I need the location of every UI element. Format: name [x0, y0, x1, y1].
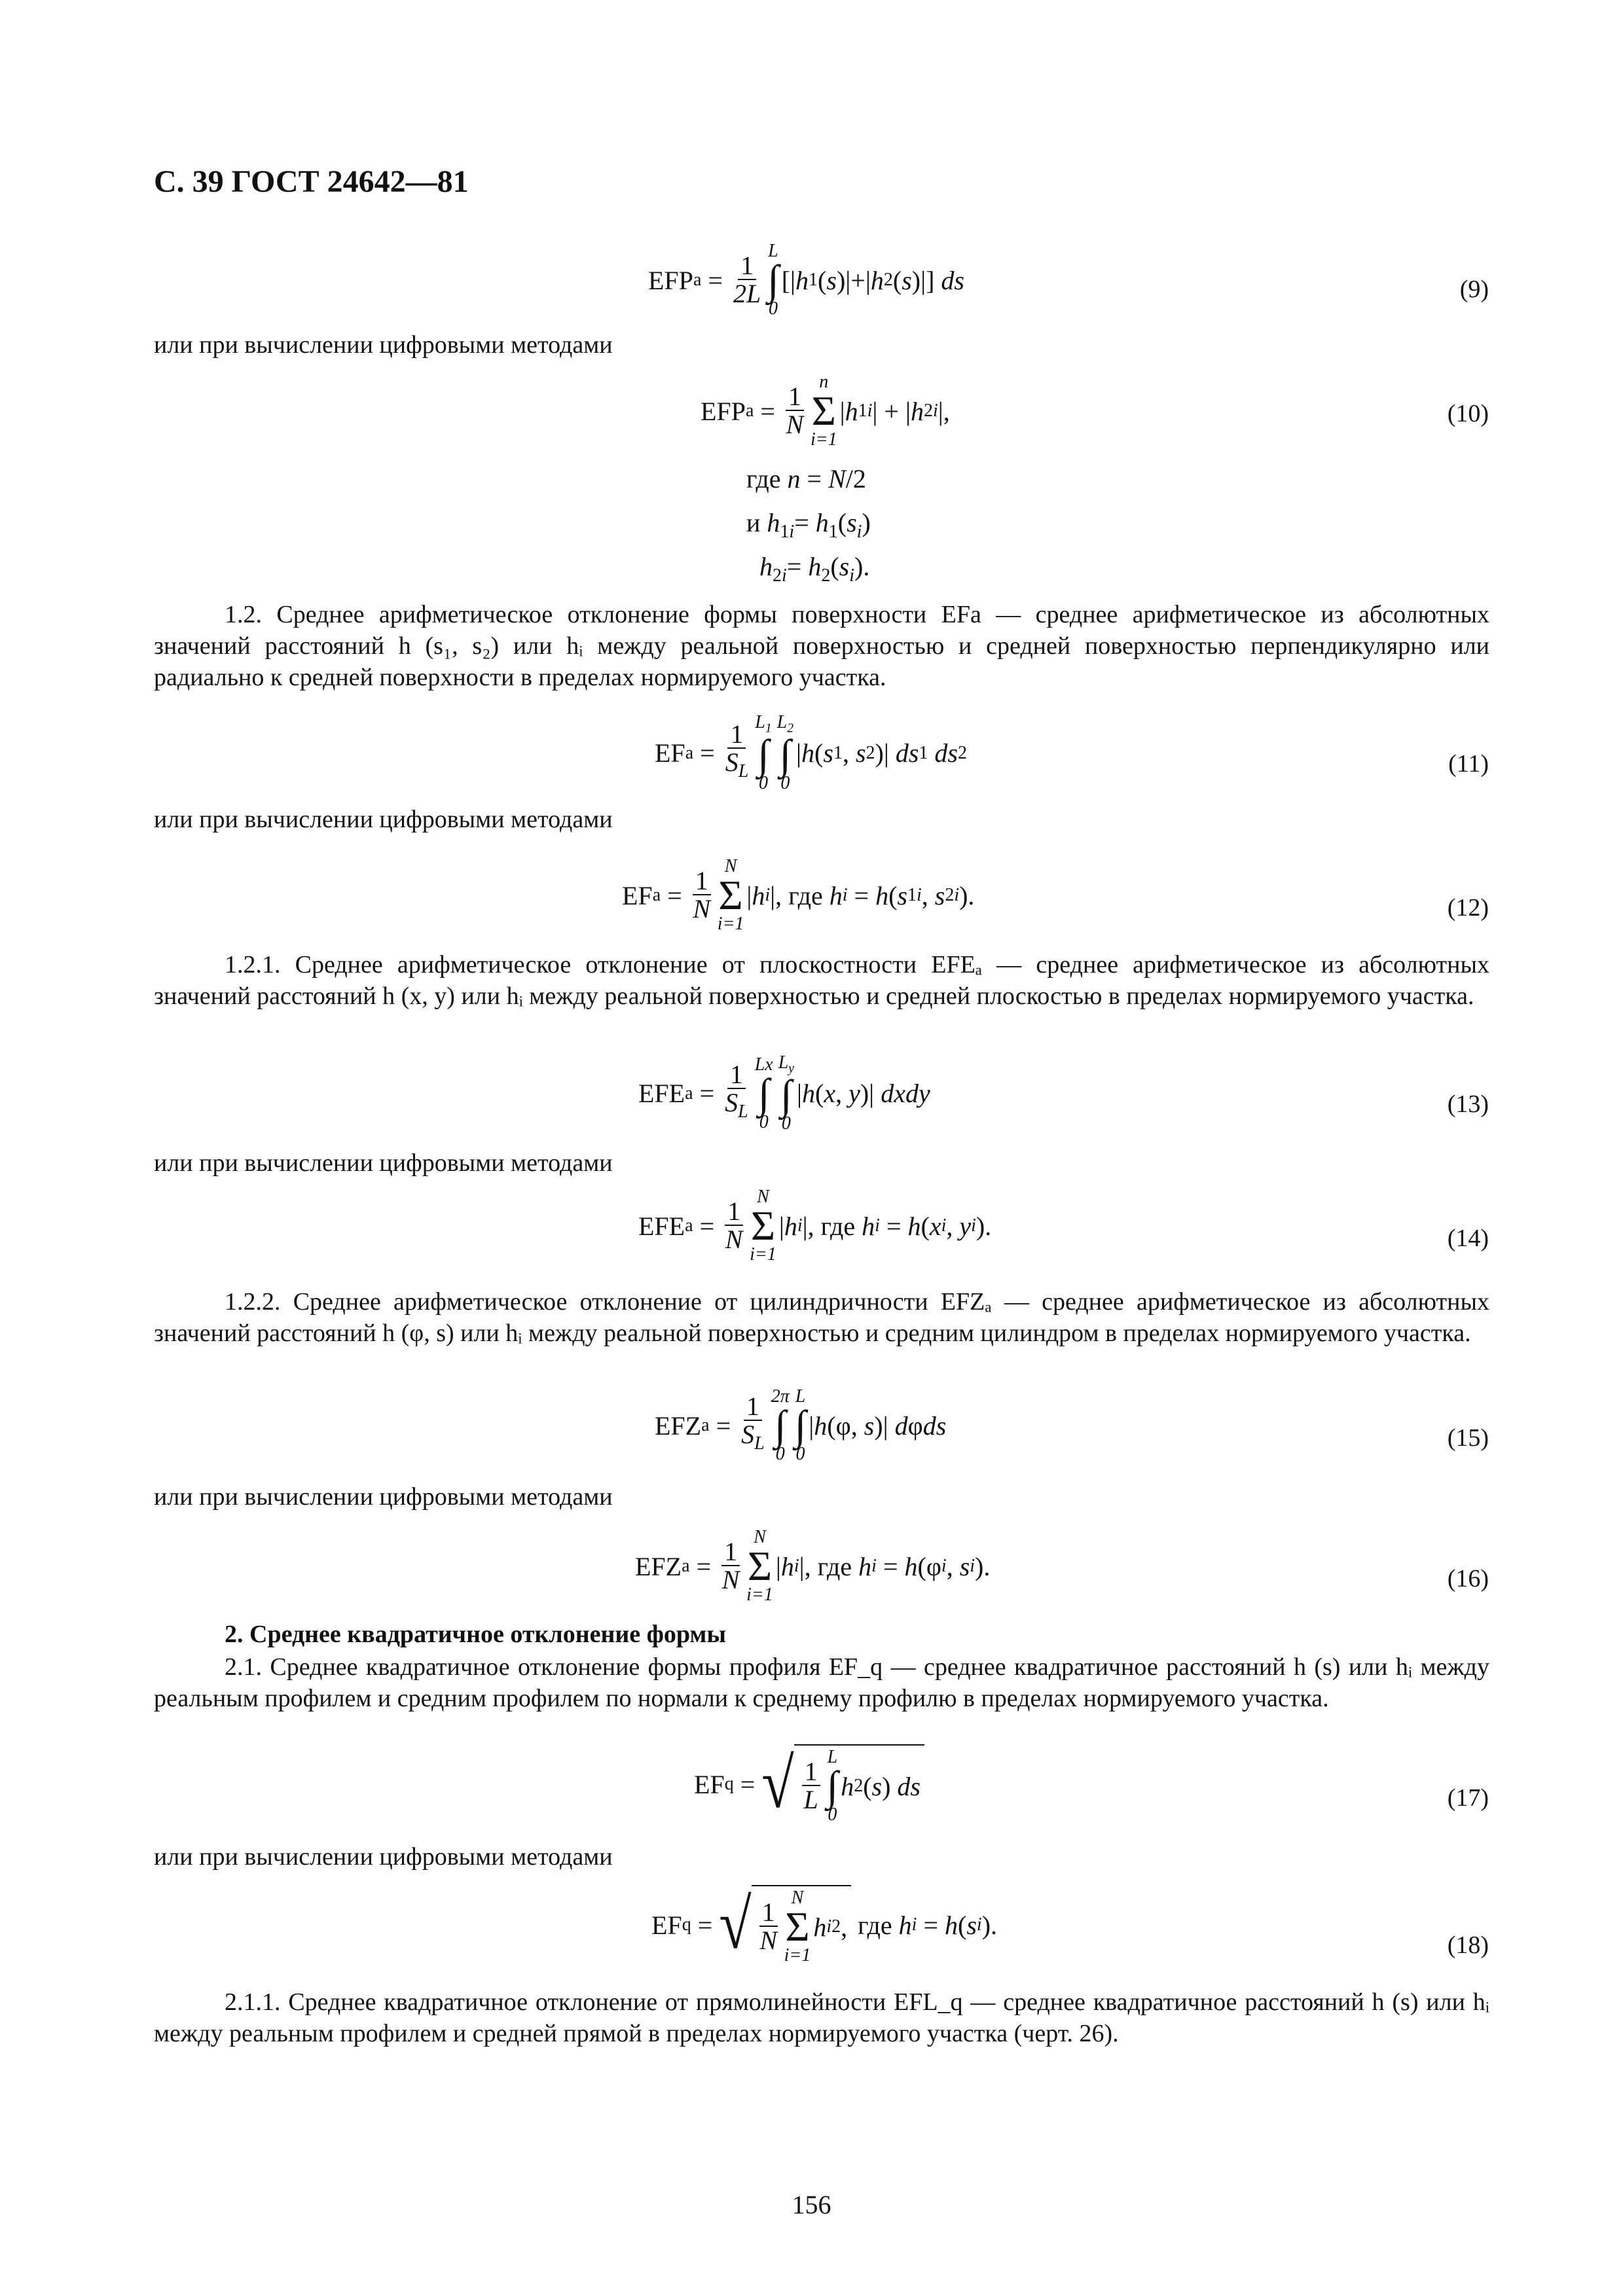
equation-number: (16): [1447, 1565, 1489, 1592]
page-header: С. 39 ГОСТ 24642—81: [154, 164, 469, 199]
formula-12: EF a = $\frac{1}{N}$ N Σ i=1 | h i |, где h i = h ( s 1i , s 2i ).: [622, 856, 975, 934]
equation-number: (11): [1448, 750, 1489, 778]
equation-number: (18): [1447, 1931, 1489, 1959]
equation-number: (9): [1459, 276, 1489, 303]
equation-number: (10): [1447, 400, 1489, 427]
condition-n: где n = N/2: [746, 464, 866, 493]
paragraph: или при вычислении цифровыми методами: [154, 331, 613, 359]
paragraph: или при вычислении цифровыми методами: [154, 1149, 613, 1177]
paragraph-1-2-2: 1.2.2. Среднее арифметическое отклонение от цилиндричности EFZₐ — среднее арифметическое из абсолютных значений расстояний h (φ, s) или hᵢ между реальной поверхностью и средним цилиндром в пределах нормируемого участка.: [154, 1288, 1489, 1347]
paragraph: или при вычислении цифровыми методами: [154, 806, 613, 833]
equation-number: (17): [1447, 1784, 1489, 1812]
paragraph-1-2: 1.2. Среднее арифметическое отклонение формы поверхности EFa — среднее арифметическое из абсолютных значений расстояний h (s₁, s₂) или hᵢ между реальной поверхностью и средней поверхностью перпендикулярно или радиально к средней поверхности в пределах нормируемого участка.: [154, 601, 1489, 691]
formula-15: EFZ a = $\frac{1}{S_L}$ 2π ∫ 0 L ∫ 0 | h (φ, s )| d φ ds: [655, 1386, 947, 1464]
formula-10: EFP a = $\frac{1}{N}$ n Σ i=1 | h 1i | + | h 2i |,: [701, 372, 950, 450]
paragraph-2-1: 2.1. Среднее квадратичное отклонение формы профиля EF_q — среднее квадратичное расстояний h (s) или hᵢ между реальным профилем и средним профилем по нормали к среднему профилю в пределах нормируемого участка.: [154, 1653, 1489, 1712]
equation-number: (13): [1447, 1090, 1489, 1118]
section-heading: 2. Среднее квадратичное отклонение формы: [225, 1621, 727, 1648]
equation-number: (15): [1447, 1424, 1489, 1452]
formula-16: EFZ a = $\frac{1}{N}$ N Σ i=1 | h i |, где h i = h (φ i , s i ).: [635, 1527, 991, 1605]
condition-h2: $h_{2i}= h_2(s_i)$.: [759, 552, 870, 586]
formula-9: EFP a = $\frac{1}{2L}$ L ∫ 0 [| h 1 ( s )|+| h 2 ( s )|] ds: [648, 241, 964, 319]
equation-number: (12): [1447, 894, 1489, 922]
formula-13: EFE a = $\frac{1}{S_L}$ Lx ∫ 0 $L_y$ ∫ 0 | h ( x , y )| dxdy: [638, 1052, 930, 1134]
formula-18: EF q = √ $\frac{1}{N}$ N Σ i=1 h i 2 , где h i = h ( s i ).: [651, 1886, 998, 1965]
equation-number: (14): [1447, 1225, 1489, 1252]
formula-14: EFE a = $\frac{1}{N}$ N Σ i=1 | h i |, где h i = h ( x i , y i ).: [638, 1187, 992, 1265]
page-number: 156: [792, 2190, 831, 2219]
paragraph: или при вычислении цифровыми методами: [154, 1843, 613, 1871]
paragraph-1-2-1: 1.2.1. Среднее арифметическое отклонение от плоскостности EFEₐ — среднее арифметическое из абсолютных значений расстояний h (x, y) или hᵢ между реальной поверхностью и средней плоскостью в пределах нормируемого участка.: [154, 951, 1489, 1010]
paragraph-2-1-1: 2.1.1. Среднее квадратичное отклонение от прямолинейности EFL_q — среднее квадратичное расстояний h (s) или hᵢ между реальным профилем и средней прямой в пределах нормируемого участка (черт. 26).: [154, 1988, 1489, 2047]
formula-17: EF q = √ $\frac{1}{L}$ L ∫ 0 h 2 ( s ) ds: [694, 1744, 924, 1824]
paragraph: или при вычислении цифровыми методами: [154, 1483, 613, 1511]
condition-h1: и $h_{1i}= h_1(s_i)$: [746, 508, 871, 542]
formula-11: EF a = $\frac{1}{S_L}$ $L_1$ ∫ 0 $L_2$ ∫ 0 | h ( s 1 , s 2 )| ds 1 ds 2: [655, 712, 967, 794]
